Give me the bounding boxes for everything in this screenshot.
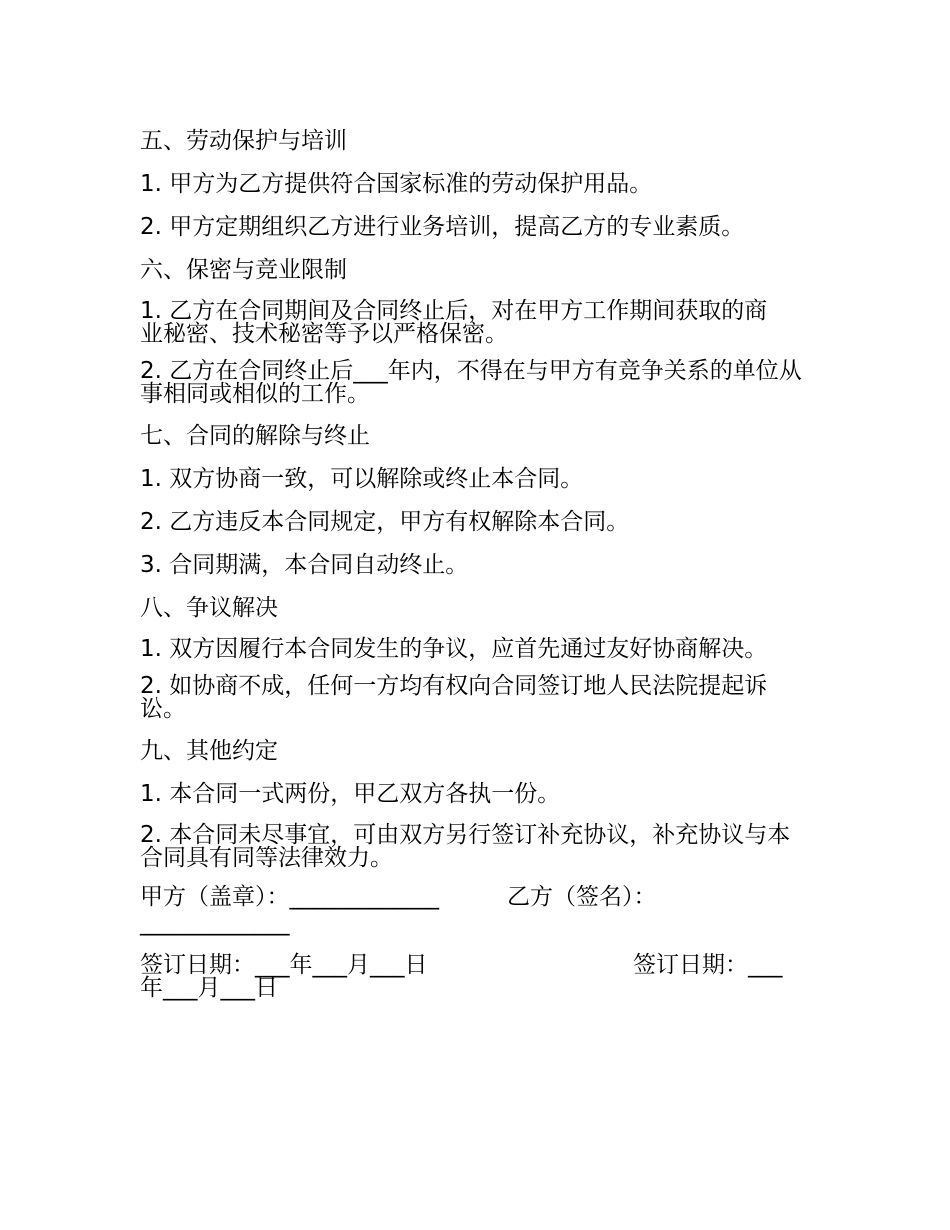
contract-page xyxy=(140,128,830,1000)
party-a-sign-date: 签订日期：___年___月___日 xyxy=(140,952,428,978)
party-b-signature-line: _____________ xyxy=(140,910,290,936)
party-b-signature: 乙方（签名）： xyxy=(507,884,657,910)
clause-5-2: 2. 甲方定期组织乙方进行业务培训，提高乙方的专业素质。 xyxy=(140,214,745,240)
party-b-sign-date-cont: 年___月___日 xyxy=(140,975,278,1001)
clause-7-3: 3. 合同期满，本合同自动终止。 xyxy=(140,552,469,578)
section-heading-7: 七、合同的解除与终止 xyxy=(140,423,370,449)
clause-9-2: 2. 本合同未尽事宜，可由双方另行签订补充协议，补充协议与本合同具有同等法律效力。 xyxy=(140,822,791,871)
clause-8-1: 1. 双方因履行本合同发生的争议，应首先通过友好协商解决。 xyxy=(140,636,768,662)
party-b-sign-date: 签订日期：___ xyxy=(633,952,783,978)
clause-5-1: 1. 甲方为乙方提供符合国家标准的劳动保护用品。 xyxy=(140,171,653,197)
clause-7-1: 1. 双方协商一致，可以解除或终止本合同。 xyxy=(140,466,584,492)
clause-9-1: 1. 本合同一式两份，甲乙双方各执一份。 xyxy=(140,781,561,807)
section-heading-8: 八、争议解决 xyxy=(140,595,278,621)
clause-8-2: 2. 如协商不成，任何一方均有权向合同签订地人民法院提起诉讼。 xyxy=(140,673,768,722)
date-row xyxy=(140,954,830,977)
section-heading-5: 五、劳动保护与培训 xyxy=(140,128,347,154)
clause-6-1: 1. 乙方在合同期间及合同终止后，对在甲方工作期间获取的商业秘密、技术秘密等予以严格保密。 xyxy=(140,298,768,347)
signature-row xyxy=(140,884,830,910)
section-heading-6: 六、保密与竞业限制 xyxy=(140,257,347,283)
party-a-signature: 甲方（盖章）：_____________ xyxy=(140,884,439,910)
section-heading-9: 九、其他约定 xyxy=(140,738,278,764)
clause-6-2: 2. 乙方在合同终止后___年内，不得在与甲方有竞争关系的单位从事相同或相似的工作。 xyxy=(140,358,802,407)
clause-7-2: 2. 乙方违反本合同规定，甲方有权解除本合同。 xyxy=(140,509,630,535)
